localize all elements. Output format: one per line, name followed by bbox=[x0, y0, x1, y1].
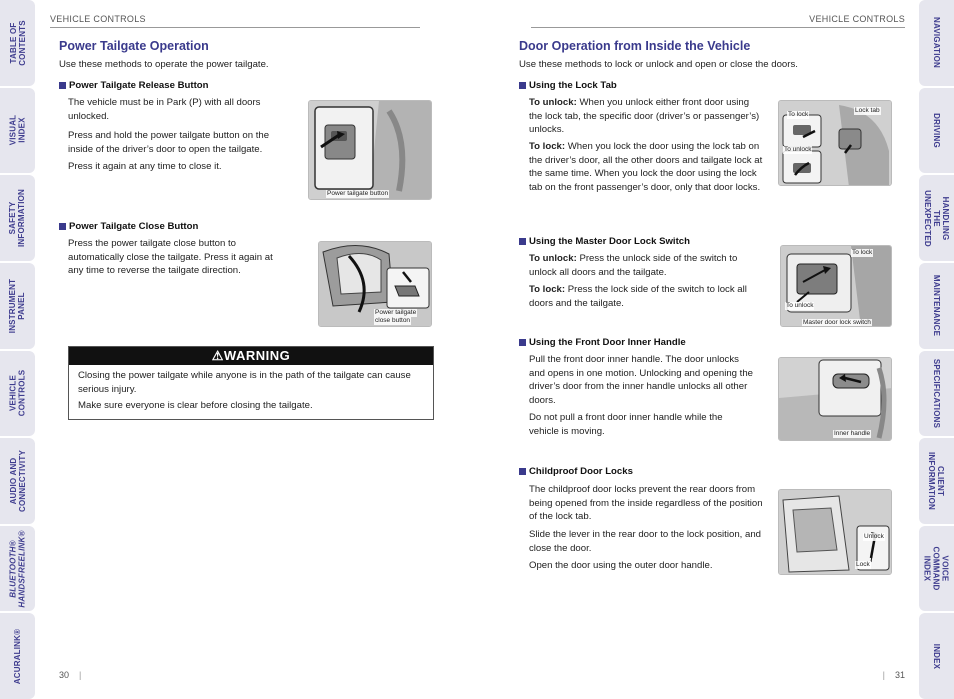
intro-text: Use these methods to lock or unlock and open or close the doors. bbox=[519, 59, 798, 70]
tab-handling-the-unexpected[interactable]: HANDLING THE UNEXPECTED bbox=[919, 175, 954, 261]
warning-body bbox=[69, 365, 433, 419]
caption-close-line1: Power tailgate bbox=[375, 309, 417, 316]
tab-navigation[interactable]: NAVIGATION bbox=[919, 0, 954, 86]
tab-client-information[interactable]: CLIENT INFORMATION bbox=[919, 438, 954, 524]
tailgate-button-figure bbox=[308, 100, 432, 200]
inner-handle-p2: Do not pull a front door inner handle while the vehicle is moving. bbox=[529, 412, 723, 437]
section-heading-release: Power Tailgate Release Button bbox=[59, 80, 209, 91]
caption-master-to-lock: To lock bbox=[852, 249, 873, 256]
tab-bluetooth-handsfreelink[interactable]: BLUETOOTH® HANDSFREELINK® bbox=[0, 526, 35, 612]
tab-driving[interactable]: DRIVING bbox=[919, 88, 954, 174]
close-p1: Press the power tailgate close button to automatically close the tailgate. Press it again at any time to reverse the tailgate direction. bbox=[68, 238, 273, 277]
tab-table-of-contents[interactable]: TABLE OF CONTENTS bbox=[0, 0, 35, 86]
warning-p1: Closing the power tailgate while anyone is in the path of the tailgate can cause serious injury. bbox=[78, 370, 411, 395]
childproof-p2: Slide the lever in the rear door to the lock position, and close the door. bbox=[529, 529, 761, 554]
caption-master-switch: Master door lock switch bbox=[803, 319, 871, 326]
tab-audio-and-connectivity[interactable]: AUDIO AND CONNECTIVITY bbox=[0, 438, 35, 524]
right-section-tabs bbox=[919, 0, 954, 699]
caption-power-tailgate-button: Power tailgate button bbox=[327, 190, 389, 197]
running-head: VEHICLE CONTROLS bbox=[809, 14, 905, 24]
caption-inner-handle: Inner handle bbox=[834, 430, 871, 437]
page-number-right: | 31 bbox=[882, 670, 905, 680]
section-heading-master-switch: Using the Master Door Lock Switch bbox=[519, 236, 690, 247]
inner-handle-p1: Pull the front door inner handle. The door unlocks and opens in one motion. Unlocking and opening the driver’s door from the inner handle unlocks all other doors. bbox=[529, 354, 754, 406]
section-heading-childproof: Childproof Door Locks bbox=[519, 466, 633, 477]
caption-lock: Lock bbox=[856, 561, 870, 568]
warning-p2: Make sure everyone is clear before closing the tailgate. bbox=[78, 400, 313, 412]
tab-vehicle-controls[interactable]: VEHICLE CONTROLS bbox=[0, 351, 35, 437]
childproof-figure bbox=[778, 489, 892, 575]
section-heading-lock-tab: Using the Lock Tab bbox=[519, 80, 617, 91]
release-p3: Press it again at any time to close it. bbox=[68, 161, 222, 172]
tab-visual-index[interactable]: VISUAL INDEX bbox=[0, 88, 35, 174]
master-switch-figure bbox=[780, 245, 892, 327]
release-p2: Press and hold the power tailgate button on the inside of the driver’s door to open the tailgate. bbox=[68, 130, 270, 155]
inner-handle-illustration bbox=[779, 358, 892, 441]
right-page bbox=[519, 0, 905, 699]
caption-close-line2: close button bbox=[375, 317, 411, 324]
master-lock-text: To lock: Press the lock side of the switch to lock all doors and the tailgate. bbox=[529, 284, 747, 309]
running-head: VEHICLE CONTROLS bbox=[50, 14, 146, 24]
tab-voice-command-index[interactable]: VOICE COMMAND INDEX bbox=[919, 526, 954, 612]
page-title: Power Tailgate Operation bbox=[59, 39, 209, 53]
lock-tab-lock-text: To lock: When you lock the door using the lock tab on the driver’s door, all the other doors and tailgate lock at the same time. When you lock the door using the lock tab on the front passenger’s door, only that door locks. bbox=[529, 141, 763, 193]
section-heading-close: Power Tailgate Close Button bbox=[59, 221, 198, 232]
master-switch-illustration bbox=[781, 246, 892, 327]
intro-text: Use these methods to operate the power tailgate. bbox=[59, 59, 269, 70]
tab-safety-information[interactable]: SAFETY INFORMATION bbox=[0, 175, 35, 261]
lock-tab-figure bbox=[778, 100, 892, 186]
tab-acuralink[interactable]: ACURALINK® bbox=[0, 613, 35, 699]
page-number-left: 30 | bbox=[59, 670, 82, 680]
header-rule bbox=[531, 27, 905, 28]
childproof-p3: Open the door using the outer door handle. bbox=[529, 560, 713, 571]
warning-header bbox=[69, 347, 433, 365]
childproof-p1: The childproof door locks prevent the rear doors from being opened from the inside regardless of the position of the lock tab. bbox=[529, 484, 763, 523]
inner-handle-figure bbox=[778, 357, 892, 441]
caption-to-unlock: To unlock bbox=[784, 146, 812, 153]
header-rule bbox=[50, 27, 420, 28]
warning-title: WARNING bbox=[223, 348, 291, 363]
caption-to-lock: To lock bbox=[788, 111, 809, 118]
release-p1: The vehicle must be in Park (P) with all doors unlocked. bbox=[68, 97, 261, 122]
caption-unlock: Unlock bbox=[864, 533, 884, 540]
section-heading-inner-handle: Using the Front Door Inner Handle bbox=[519, 337, 686, 348]
tailgate-close-figure bbox=[318, 241, 432, 327]
warning-box bbox=[68, 346, 434, 420]
master-unlock-text: To unlock: Press the unlock side of the switch to unlock all doors and the tailgate. bbox=[529, 253, 738, 278]
page-title: Door Operation from Inside the Vehicle bbox=[519, 39, 751, 53]
tab-index[interactable]: INDEX bbox=[919, 613, 954, 699]
warning-triangle-icon: ⚠ bbox=[211, 348, 224, 363]
caption-master-to-unlock: To unlock bbox=[786, 302, 814, 309]
tab-instrument-panel[interactable]: INSTRUMENT PANEL bbox=[0, 263, 35, 349]
tab-specifications[interactable]: SPECIFICATIONS bbox=[919, 351, 954, 437]
tab-maintenance[interactable]: MAINTENANCE bbox=[919, 263, 954, 349]
left-page bbox=[50, 0, 434, 699]
caption-lock-tab: Lock tab bbox=[855, 107, 880, 114]
door-panel-illustration bbox=[309, 101, 432, 200]
lock-tab-unlock-text: To unlock: When you unlock either front door using the lock tab, the specific door (driver’s or passenger’s) unlocks. bbox=[529, 97, 760, 136]
left-section-tabs bbox=[0, 0, 35, 699]
